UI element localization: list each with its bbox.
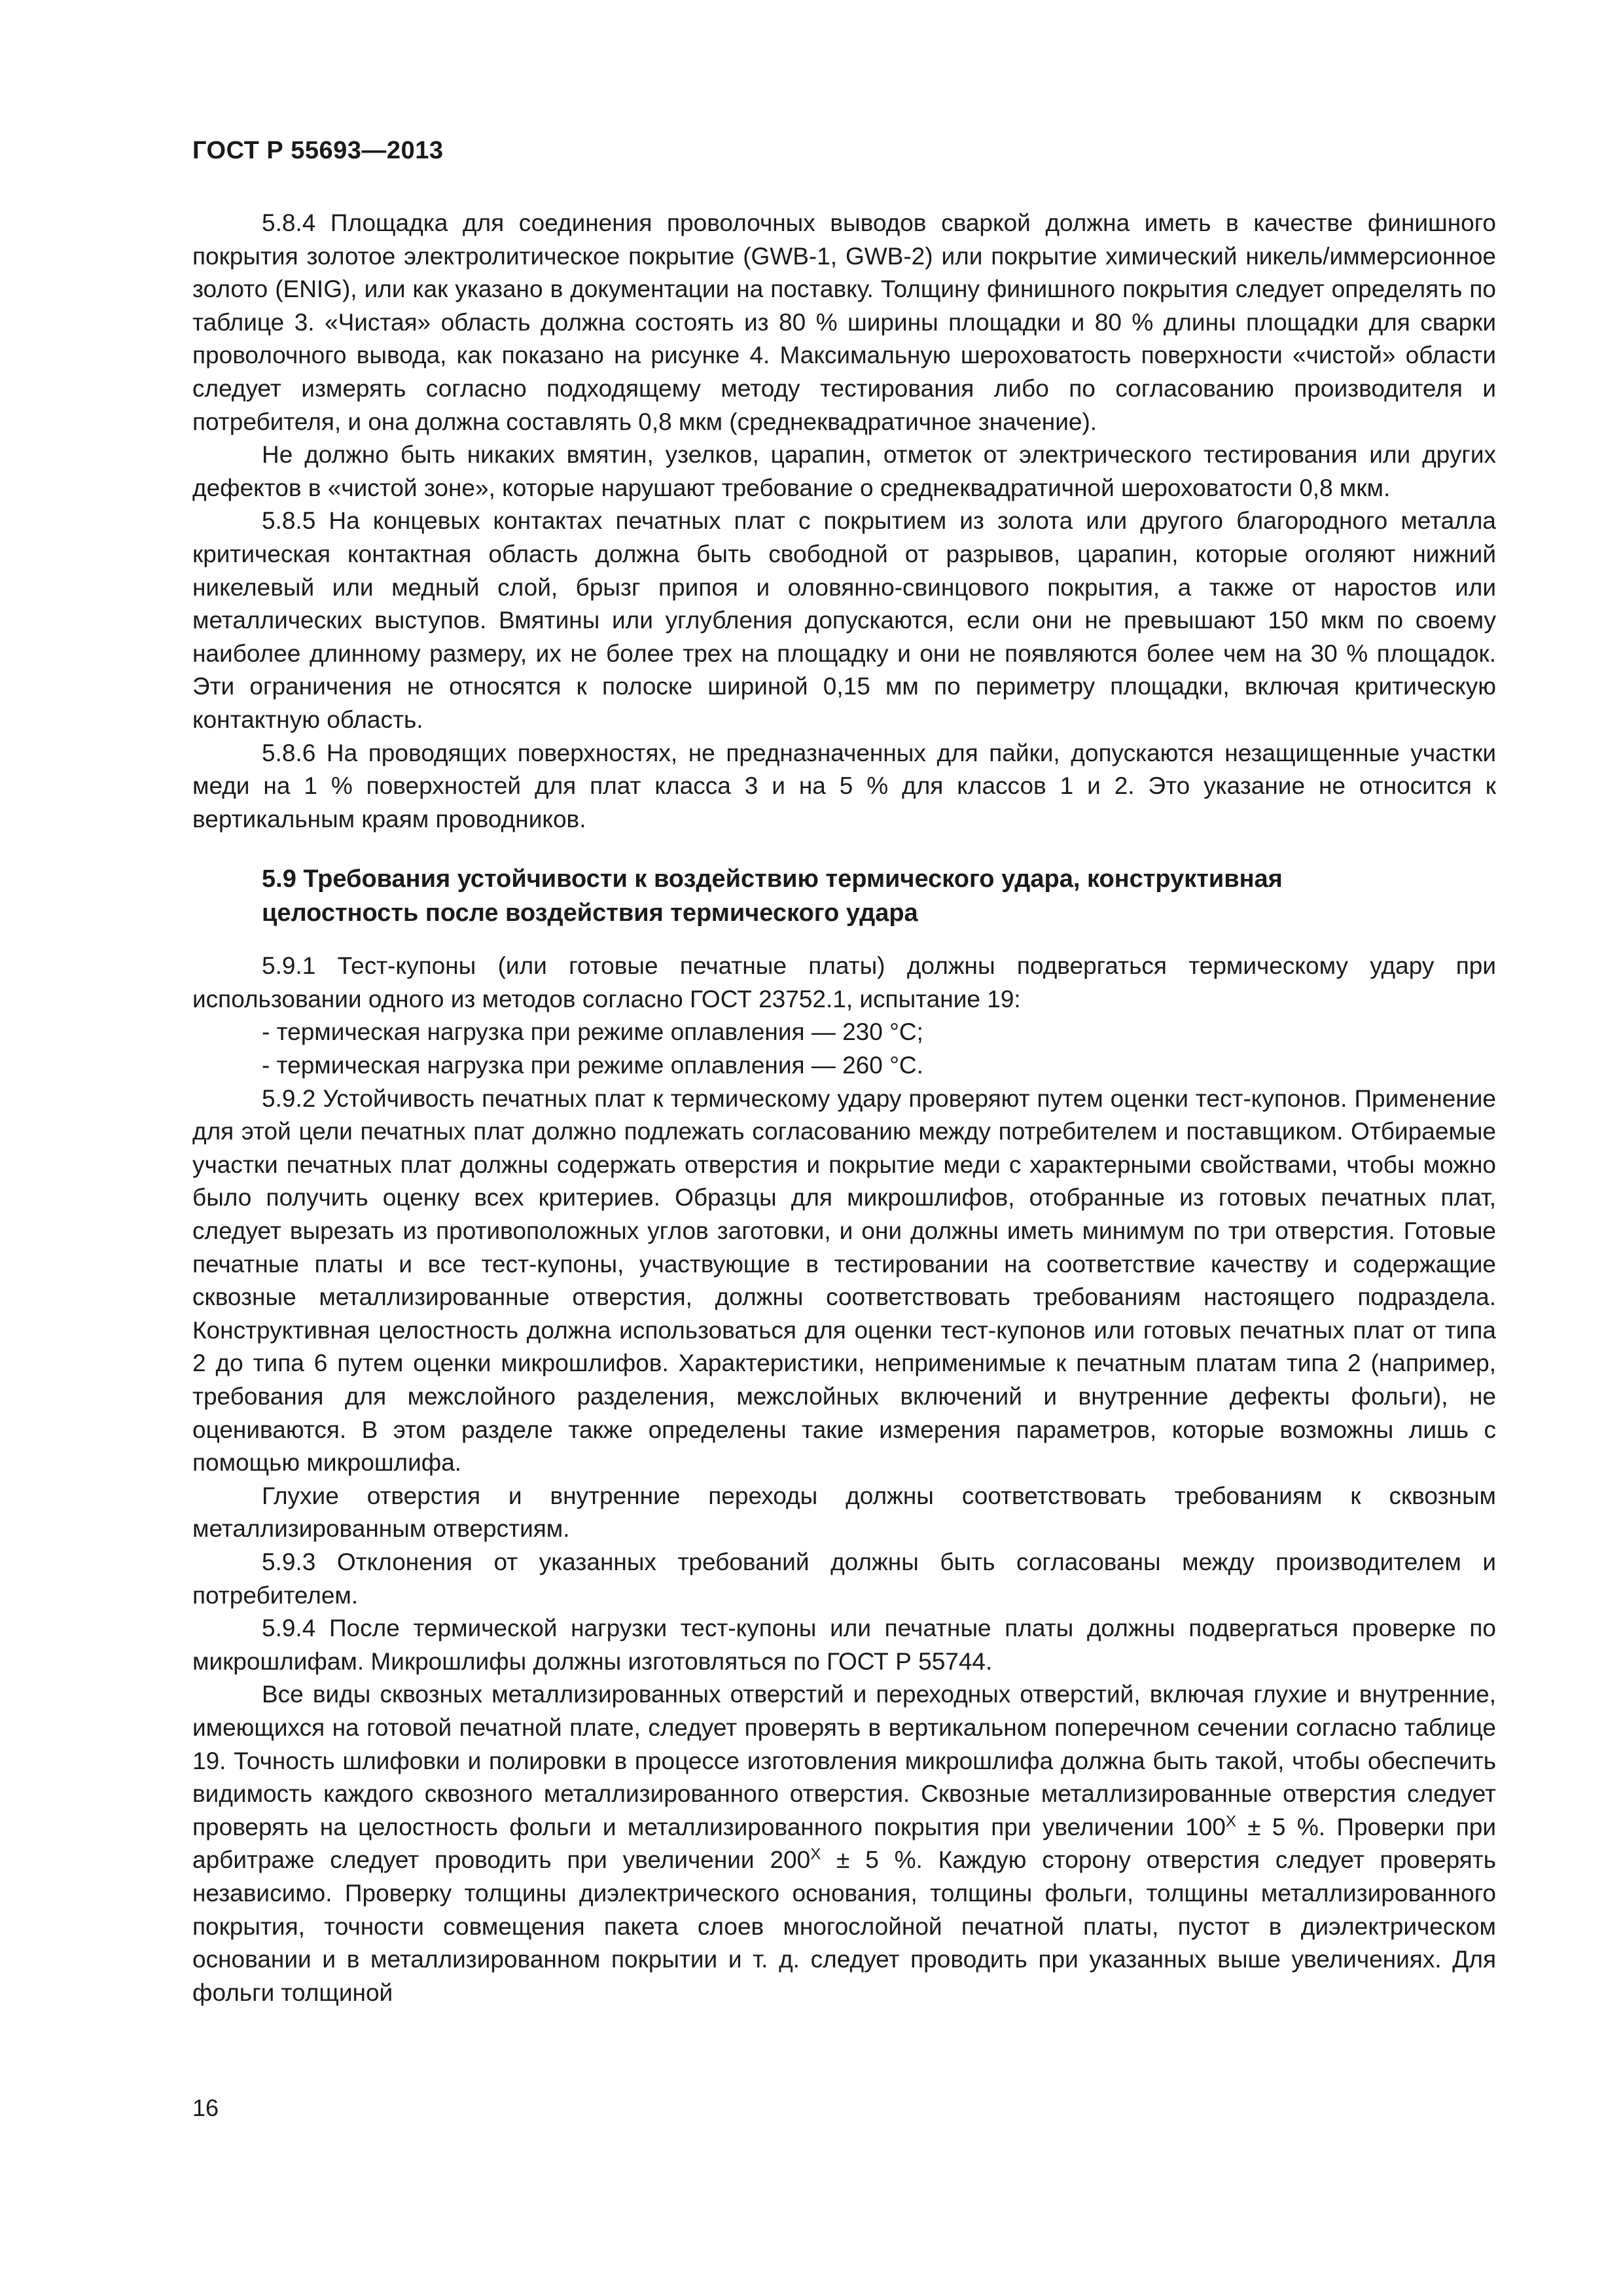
- document-page: [192, 131, 1496, 2009]
- section-heading-5-9: [262, 862, 1496, 930]
- list-item-230: - термическая нагрузка при режиме оплавления — 230 °С;: [262, 1018, 923, 1046]
- paragraph-5-8-4: 5.8.4 Площадка для соединения проволочных выводов сваркой должна иметь в качестве финишного покрытия золотое электролитическое покрытие (GWB-1, GWB-2) или покрытие химический никель/иммерсионное золото (ENIG), или как указано в документации на поставку. Толщину финишного покрытия следует определять по таблице 3. «Чистая» область должна состоять из 80 % ширины площадки и 80 % длины площадки для сварки проволочного вывода, как показано на рисунке 4. Максимальную шероховатость поверхности «чистой» области следует измерять согласно подходящему методу тестирования либо по согласованию производителя и потребителя, и она должна составлять 0,8 мкм (среднеквадратичное значение).: [192, 209, 1496, 435]
- paragraph-defects: Не должно быть никаких вмятин, узелков, царапин, отметок от электрического тестирования или других дефектов в «чистой зоне», которые нарушают требование о среднеквадратичной шероховатости 0,8 мкм.: [192, 441, 1496, 501]
- paragraph-5-9-3: 5.9.3 Отклонения от указанных требований должны быть согласованы между производителем и потребителем.: [192, 1548, 1496, 1609]
- paragraph-all-holes-part-c: ± 5 %. Каждую сторону отверстия следует проверять независимо. Проверку толщины диэлектрического основания, толщины фольги, толщины металлизированного покрытия, точности совмещения пакета слоев многослойной печатной платы, пустот в диэлектрическом основании и в металлизированном покрытии и т. д. следует проводить при указанных выше увеличениях. Для фольги толщиной: [192, 1846, 1496, 2006]
- paragraph-all-holes-part-a: Все виды сквозных металлизированных отверстий и переходных отверстий, включая глухие и внутренние, имеющихся на готовой печатной плате, следует проверять в вертикальном поперечном сечении согласно таблице 19. Точность шлифовки и полировки в процессе изготовления микрошлифа должна быть такой, чтобы обеспечить видимость каждого сквозного металлизированного отверстия. Сквозные металлизированные отверстия следует проверять на целостность фольги и металлизированного покрытия при увеличении 100: [192, 1681, 1496, 1840]
- magnification-superscript-200: X: [810, 1845, 821, 1863]
- list-item-260: - термическая нагрузка при режиме оплавления — 260 °С.: [262, 1052, 923, 1079]
- paragraph-5-9-2: 5.9.2 Устойчивость печатных плат к термическому удару проверяют путем оценки тест-купонов. Применение для этой цели печатных плат должно подлежать согласованию между потребителем и поставщиком. Отбираемые участки печатных плат должны содержать отверстия и покрытие меди с характерными свойствами, чтобы можно было получить оценку всех критериев. Образцы для микрошлифов, отобранные из готовых печатных плат, следует вырезать из противоположных углов заготовки, и они должны иметь минимум по три отверстия. Готовые печатные платы и все тест-купоны, участвующие в тестировании на соответствие качеству и содержащие сквозные металлизированные отверстия, должны соответствовать требованиям настоящего подраздела. Конструктивная целостность должна использоваться для оценки тест-купонов или готовых печатных плат от типа 2 до типа 6 путем оценки микрошлифов. Характеристики, неприменимые к печатным платам типа 2 (например, требования для межслойного разделения, межслойных включений и внутренние дефекты фольги), не оцениваются. В этом разделе также определены такие измерения параметров, которые возможны лишь с помощью микрошлифа.: [192, 1085, 1496, 1477]
- magnification-superscript-100: X: [1225, 1812, 1236, 1831]
- paragraph-5-8-5: 5.8.5 На концевых контактах печатных плат с покрытием из золота или другого благородного металла критическая контактная область должна быть свободной от разрывов, царапин, которые оголяют нижний никелевый или медный слой, брызг припоя и оловянно-свинцового покрытия, а также от наростов или металлических выступов. Вмятины или углубления допускаются, если они не превышают 150 мкм по своему наиболее длинному размеру, их не более трех на площадку и они не появляются более чем на 30 % площадок. Эти ограничения не относятся к полоске шириной 0,15 мм по периметру площадки, включая критическую контактную область.: [192, 507, 1496, 733]
- section-heading-line-1: 5.9 Требования устойчивости к воздействию термического удара, конструктивная: [262, 865, 1283, 893]
- paragraph-all-holes: [192, 1678, 1496, 2009]
- paragraph-5-9-1: 5.9.1 Тест-купоны (или готовые печатные платы) должны подвергаться термическому удару при использовании одного из методов согласно ГОСТ 23752.1, испытание 19:: [192, 952, 1496, 1013]
- paragraph-5-8-6: 5.8.6 На проводящих поверхностях, не предназначенных для пайки, допускаются незащищенные участки меди на 1 % поверхностей для плат класса 3 и на 5 % для классов 1 и 2. Это указание не относится к вертикальным краям проводников.: [192, 739, 1496, 833]
- page-number: 16: [192, 2094, 219, 2121]
- section-heading-line-2: целостность после воздействия термического удара: [262, 899, 918, 927]
- paragraph-5-9-4: 5.9.4 После термической нагрузки тест-купоны или печатные платы должны подвергаться проверке по микрошлифам. Микрошлифы должны изготовляться по ГОСТ Р 55744.: [192, 1615, 1496, 1675]
- paragraph-blind-holes: Глухие отверстия и внутренние переходы должны соответствовать требованиям к сквозным металлизированным отверстиям.: [192, 1482, 1496, 1543]
- standard-header: ГОСТ Р 55693—2013: [192, 137, 444, 164]
- paragraph-all-holes-part-b: ± 5 %. Проверки при арбитраже следует проводить при увеличении 200: [192, 1813, 1496, 1874]
